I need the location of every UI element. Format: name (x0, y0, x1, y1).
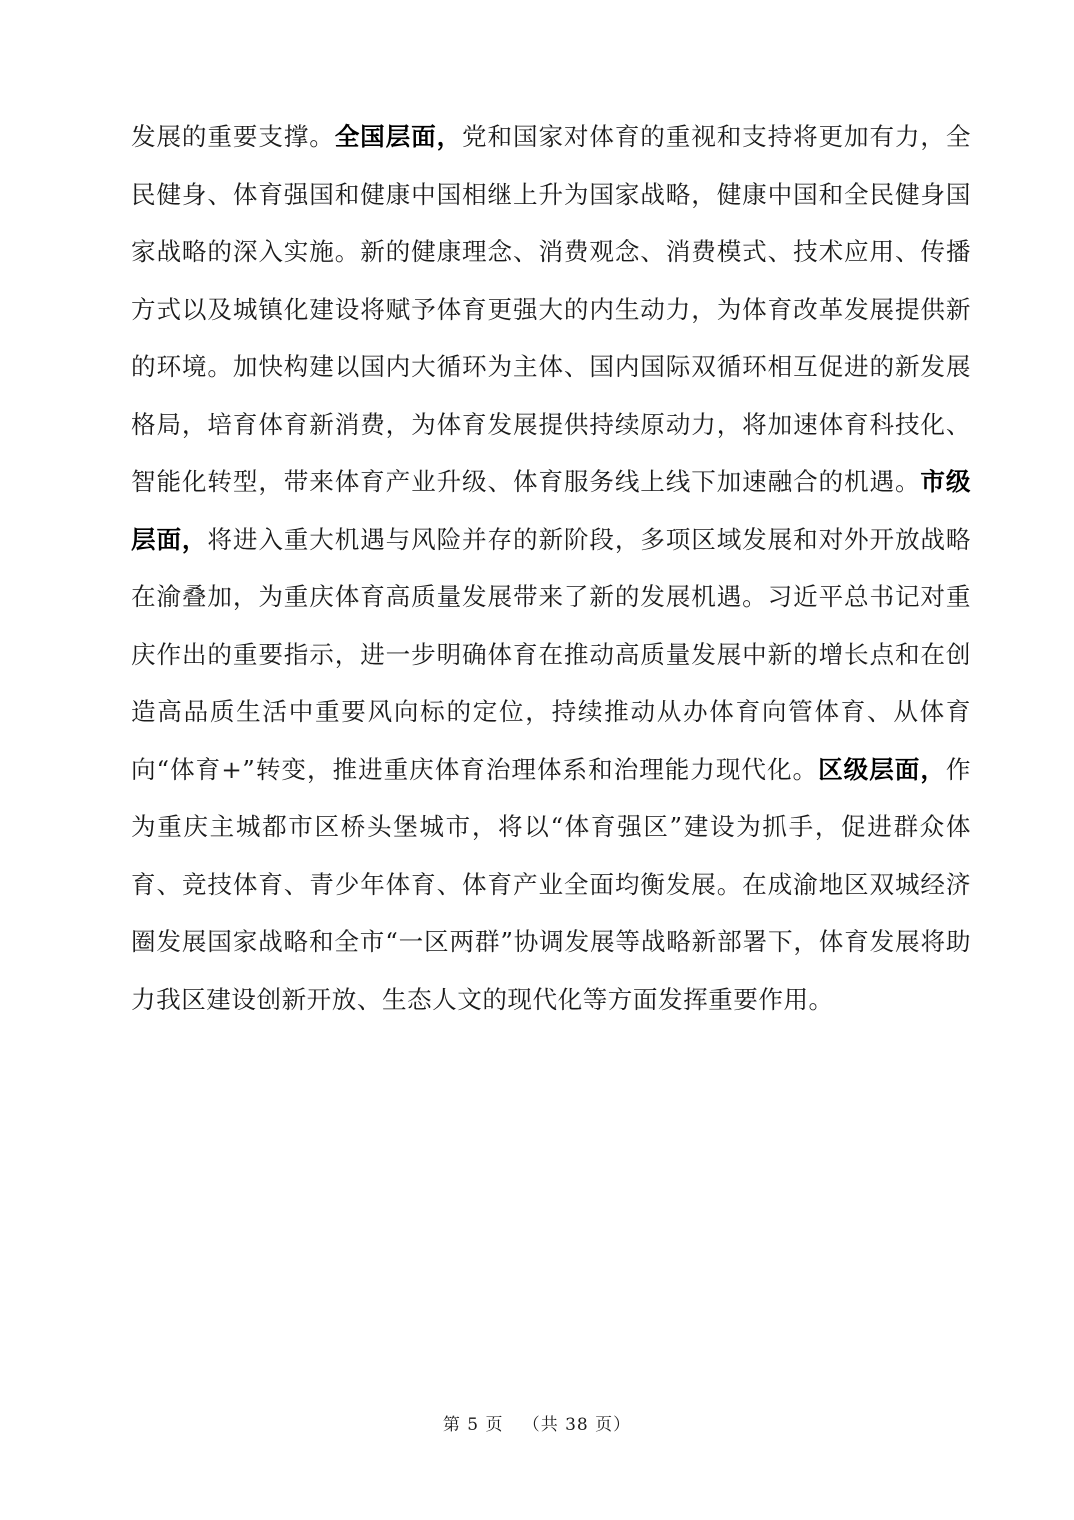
paragraph-text-segment: 将进入重大机遇与风险并存的新阶段，多项区域发展和对外开放战略在渝叠加，为重庆体育高质量发展带来了新的发展机遇。习近平总书记对重庆作出的重要指示，进一步明确体育在推动高质量发展中新的增长点和在创造高品质生活中重要风向标的定位，持续推动从办体育向管体育、从体育向“体育+”转变，推进重庆体育治理体系和治理能力现代化。 (131, 524, 971, 784)
district-level-heading: 区级层面， (818, 754, 946, 784)
body-paragraph (131, 108, 971, 1028)
footer-total-prefix: （共 (522, 1415, 559, 1435)
footer-total-suffix: 页） (595, 1415, 632, 1435)
paragraph-text-segment: 党和国家对体育的重视和支持将更加有力，全民健身、体育强国和健康中国相继上升为国家战略，健康中国和全民健身国家战略的深入实施。新的健康理念、消费观念、消费模式、技术应用、传播方式以及城镇化建设将赋予体育更强大的内生动力，为体育改革发展提供新的环境。加快构建以国内大循环为主体、国内国际双循环相互促进的新发展格局，培育体育新消费，为体育发展提供持续原动力，将加速体育科技化、智能化转型，带来体育产业升级、体育服务线上线下加速融合的机遇。 (131, 122, 971, 496)
page-footer (0, 1410, 1074, 1435)
national-level-heading: 全国层面， (334, 122, 463, 151)
footer-page-unit: 页 (485, 1415, 504, 1435)
paragraph-text-segment: 作为重庆主城都市区桥头堡城市，将以“体育强区”建设为抓手，促进群众体育、竞技体育、青少年体育、体育产业全面均衡发展。在成渝地区双城经济圈发展国家战略和全市“一区两群”协调发展等战略新部署下，体育发展将助力我区建设创新开放、生态人文的现代化等方面发挥重要作用。 (131, 754, 971, 1014)
city-level-heading: 市级层面， (131, 467, 971, 554)
current-page-number: 5 (467, 1415, 480, 1435)
paragraph-text-segment: 发展的重要支撑。 (131, 122, 335, 151)
total-page-count: 38 (565, 1415, 589, 1435)
footer-prefix: 第 (442, 1415, 461, 1435)
